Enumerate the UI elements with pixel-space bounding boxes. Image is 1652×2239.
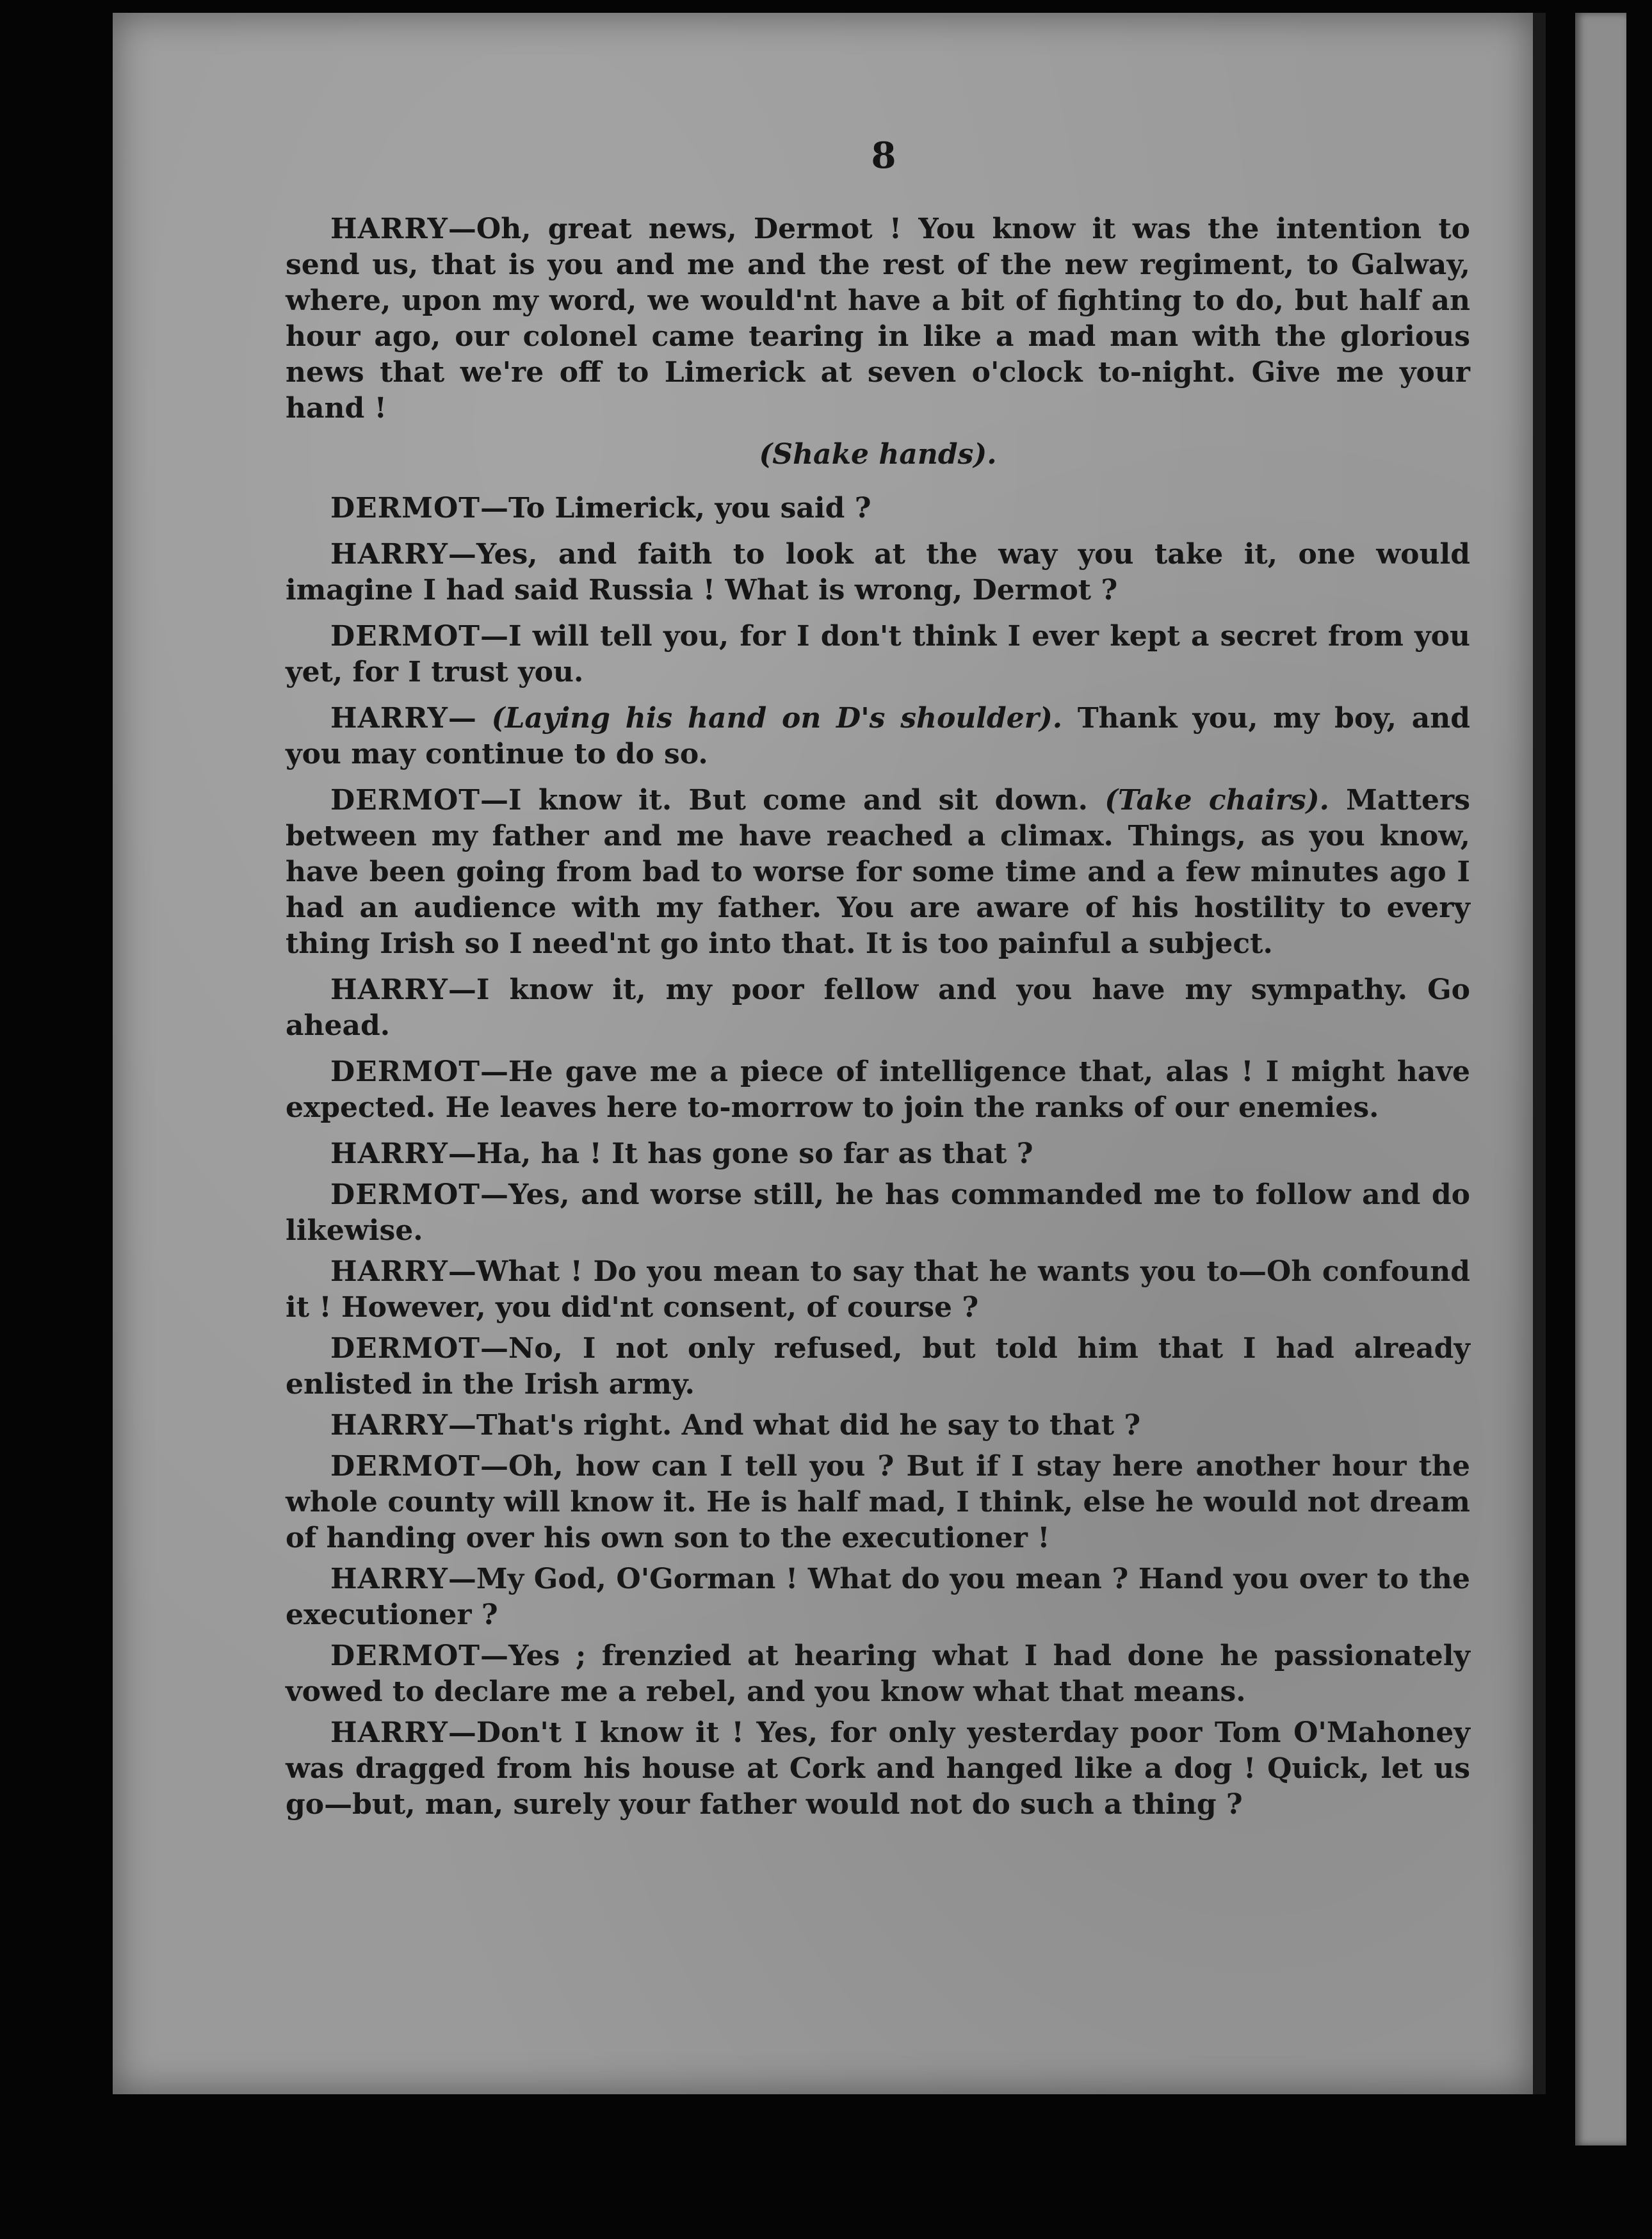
- dialogue-line: [286, 1715, 1470, 1823]
- dialogue-line: [286, 1054, 1470, 1126]
- speaker-name: DERMOT: [330, 492, 481, 525]
- dialogue-line: [286, 1254, 1470, 1326]
- dialogue-line: [286, 1331, 1470, 1403]
- dialogue-line: [286, 1561, 1470, 1633]
- dialogue-text: —I know it, my poor fellow and you have my sympathy. Go ahead.: [286, 973, 1470, 1042]
- dialogue-line: [286, 211, 1470, 427]
- speaker-name: HARRY: [330, 1137, 448, 1170]
- dialogue-text: —What ! Do you mean to say that he wants you to—Oh confound it ! However, you did'nt consent, of course ?: [286, 1255, 1470, 1324]
- speaker-name: DERMOT: [330, 1640, 481, 1672]
- stage-direction: (Take chairs).: [1105, 784, 1329, 817]
- dialogue-text: Matters between my father and me have reached a climax. Things, as you know, have been going from bad to worse for some time and a few minutes ago I had an audience with my father. You are aware of his hostility to every thing Irish so I need'nt go into that. It is too painful a subject.: [286, 784, 1470, 960]
- dialogue-text: —That's right. And what did he say to that ?: [448, 1409, 1141, 1442]
- speaker-name: HARRY: [330, 973, 448, 1006]
- speaker-name: DERMOT: [330, 620, 481, 653]
- speaker-name: HARRY: [330, 702, 448, 735]
- dialogue-text: Thank you, my boy, and you may continue to do so.: [286, 702, 1470, 770]
- adjacent-page-strip: [1575, 13, 1626, 2145]
- dialogue-line: [286, 972, 1470, 1044]
- dialogue-text: —No, I not only refused, but told him that I had already enlisted in the Irish army.: [286, 1332, 1470, 1401]
- dialogue-line: [286, 1177, 1470, 1249]
- stage-direction: (Shake hands).: [759, 438, 997, 471]
- dialogue-line: [286, 537, 1470, 608]
- page-edge: [1533, 13, 1546, 2094]
- dialogue-line: [286, 491, 1470, 526]
- speaker-name: HARRY: [330, 1409, 448, 1442]
- speaker-name: DERMOT: [330, 1332, 481, 1365]
- dialogue-text: —I will tell you, for I don't think I ever kept a secret from you yet, for I trust you.: [286, 620, 1470, 688]
- dialogue-line: [286, 619, 1470, 690]
- dialogue-line: [286, 701, 1470, 772]
- speaker-name: HARRY: [330, 1563, 448, 1595]
- dialogue-line: [286, 1638, 1470, 1710]
- speaker-name: HARRY: [330, 1255, 448, 1288]
- speaker-name: DERMOT: [330, 1178, 481, 1211]
- dialogue-text: —To Limerick, you said ?: [480, 492, 871, 525]
- dialogue-text: —Yes, and worse still, he has commanded me to follow and do likewise.: [286, 1178, 1470, 1247]
- speaker-name: DERMOT: [330, 1450, 481, 1483]
- dialogue-text: —He gave me a piece of intelligence that, alas ! I might have expected. He leaves here to-morrow to join the ranks of our enemies.: [286, 1055, 1470, 1124]
- speaker-name: HARRY: [330, 213, 448, 245]
- dialogue-text: —: [448, 702, 492, 735]
- dialogue-text: —Yes, and faith to look at the way you take it, one would imagine I had said Russia ! What is wrong, Dermot ?: [286, 538, 1470, 607]
- dialogue-text: —Oh, how can I tell you ? But if I stay here another hour the whole county will know it. He is half mad, I think, else he would not dream of handing over his own son to the executioner !: [286, 1450, 1470, 1554]
- speaker-name: HARRY: [330, 1716, 448, 1749]
- dialogue-text: —Yes ; frenzied at hearing what I had done he passionately vowed to declare me a rebel, and you know what that means.: [286, 1640, 1470, 1708]
- dialogue-text: —My God, O'Gorman ! What do you mean ? Hand you over to the executioner ?: [286, 1563, 1470, 1631]
- page-number: 8: [871, 134, 896, 177]
- speaker-name: DERMOT: [330, 1055, 481, 1088]
- dialogue-line: [286, 1136, 1470, 1172]
- dialogue-line: [286, 783, 1470, 962]
- stage-direction: (Laying his hand on D's shoulder).: [491, 702, 1063, 735]
- dialogue-line: [286, 1408, 1470, 1444]
- speaker-name: DERMOT: [330, 784, 481, 817]
- dialogue-text: —Ha, ha ! It has gone so far as that ?: [448, 1137, 1033, 1170]
- dialogue-text: —Oh, great news, Dermot ! You know it was the intention to send us, that is you and me and the rest of the new regiment, to Galway, where, upon my word, we would'nt have a bit of fighting to do, but half an hour ago, our colonel came tearing in like a mad man with the glorious news that we're off to Limerick at seven o'clock to-night. Give me your hand !: [286, 213, 1470, 425]
- play-text: [286, 211, 1470, 1828]
- speaker-name: HARRY: [330, 538, 448, 571]
- dialogue-line: [286, 1449, 1470, 1556]
- dialogue-text: —I know it. But come and sit down.: [480, 784, 1105, 817]
- dialogue-text: —Don't I know it ! Yes, for only yesterday poor Tom O'Mahoney was dragged from his house at Cork and hanged like a dog ! Quick, let us go—but, man, surely your father would not do such a thing ?: [286, 1716, 1470, 1821]
